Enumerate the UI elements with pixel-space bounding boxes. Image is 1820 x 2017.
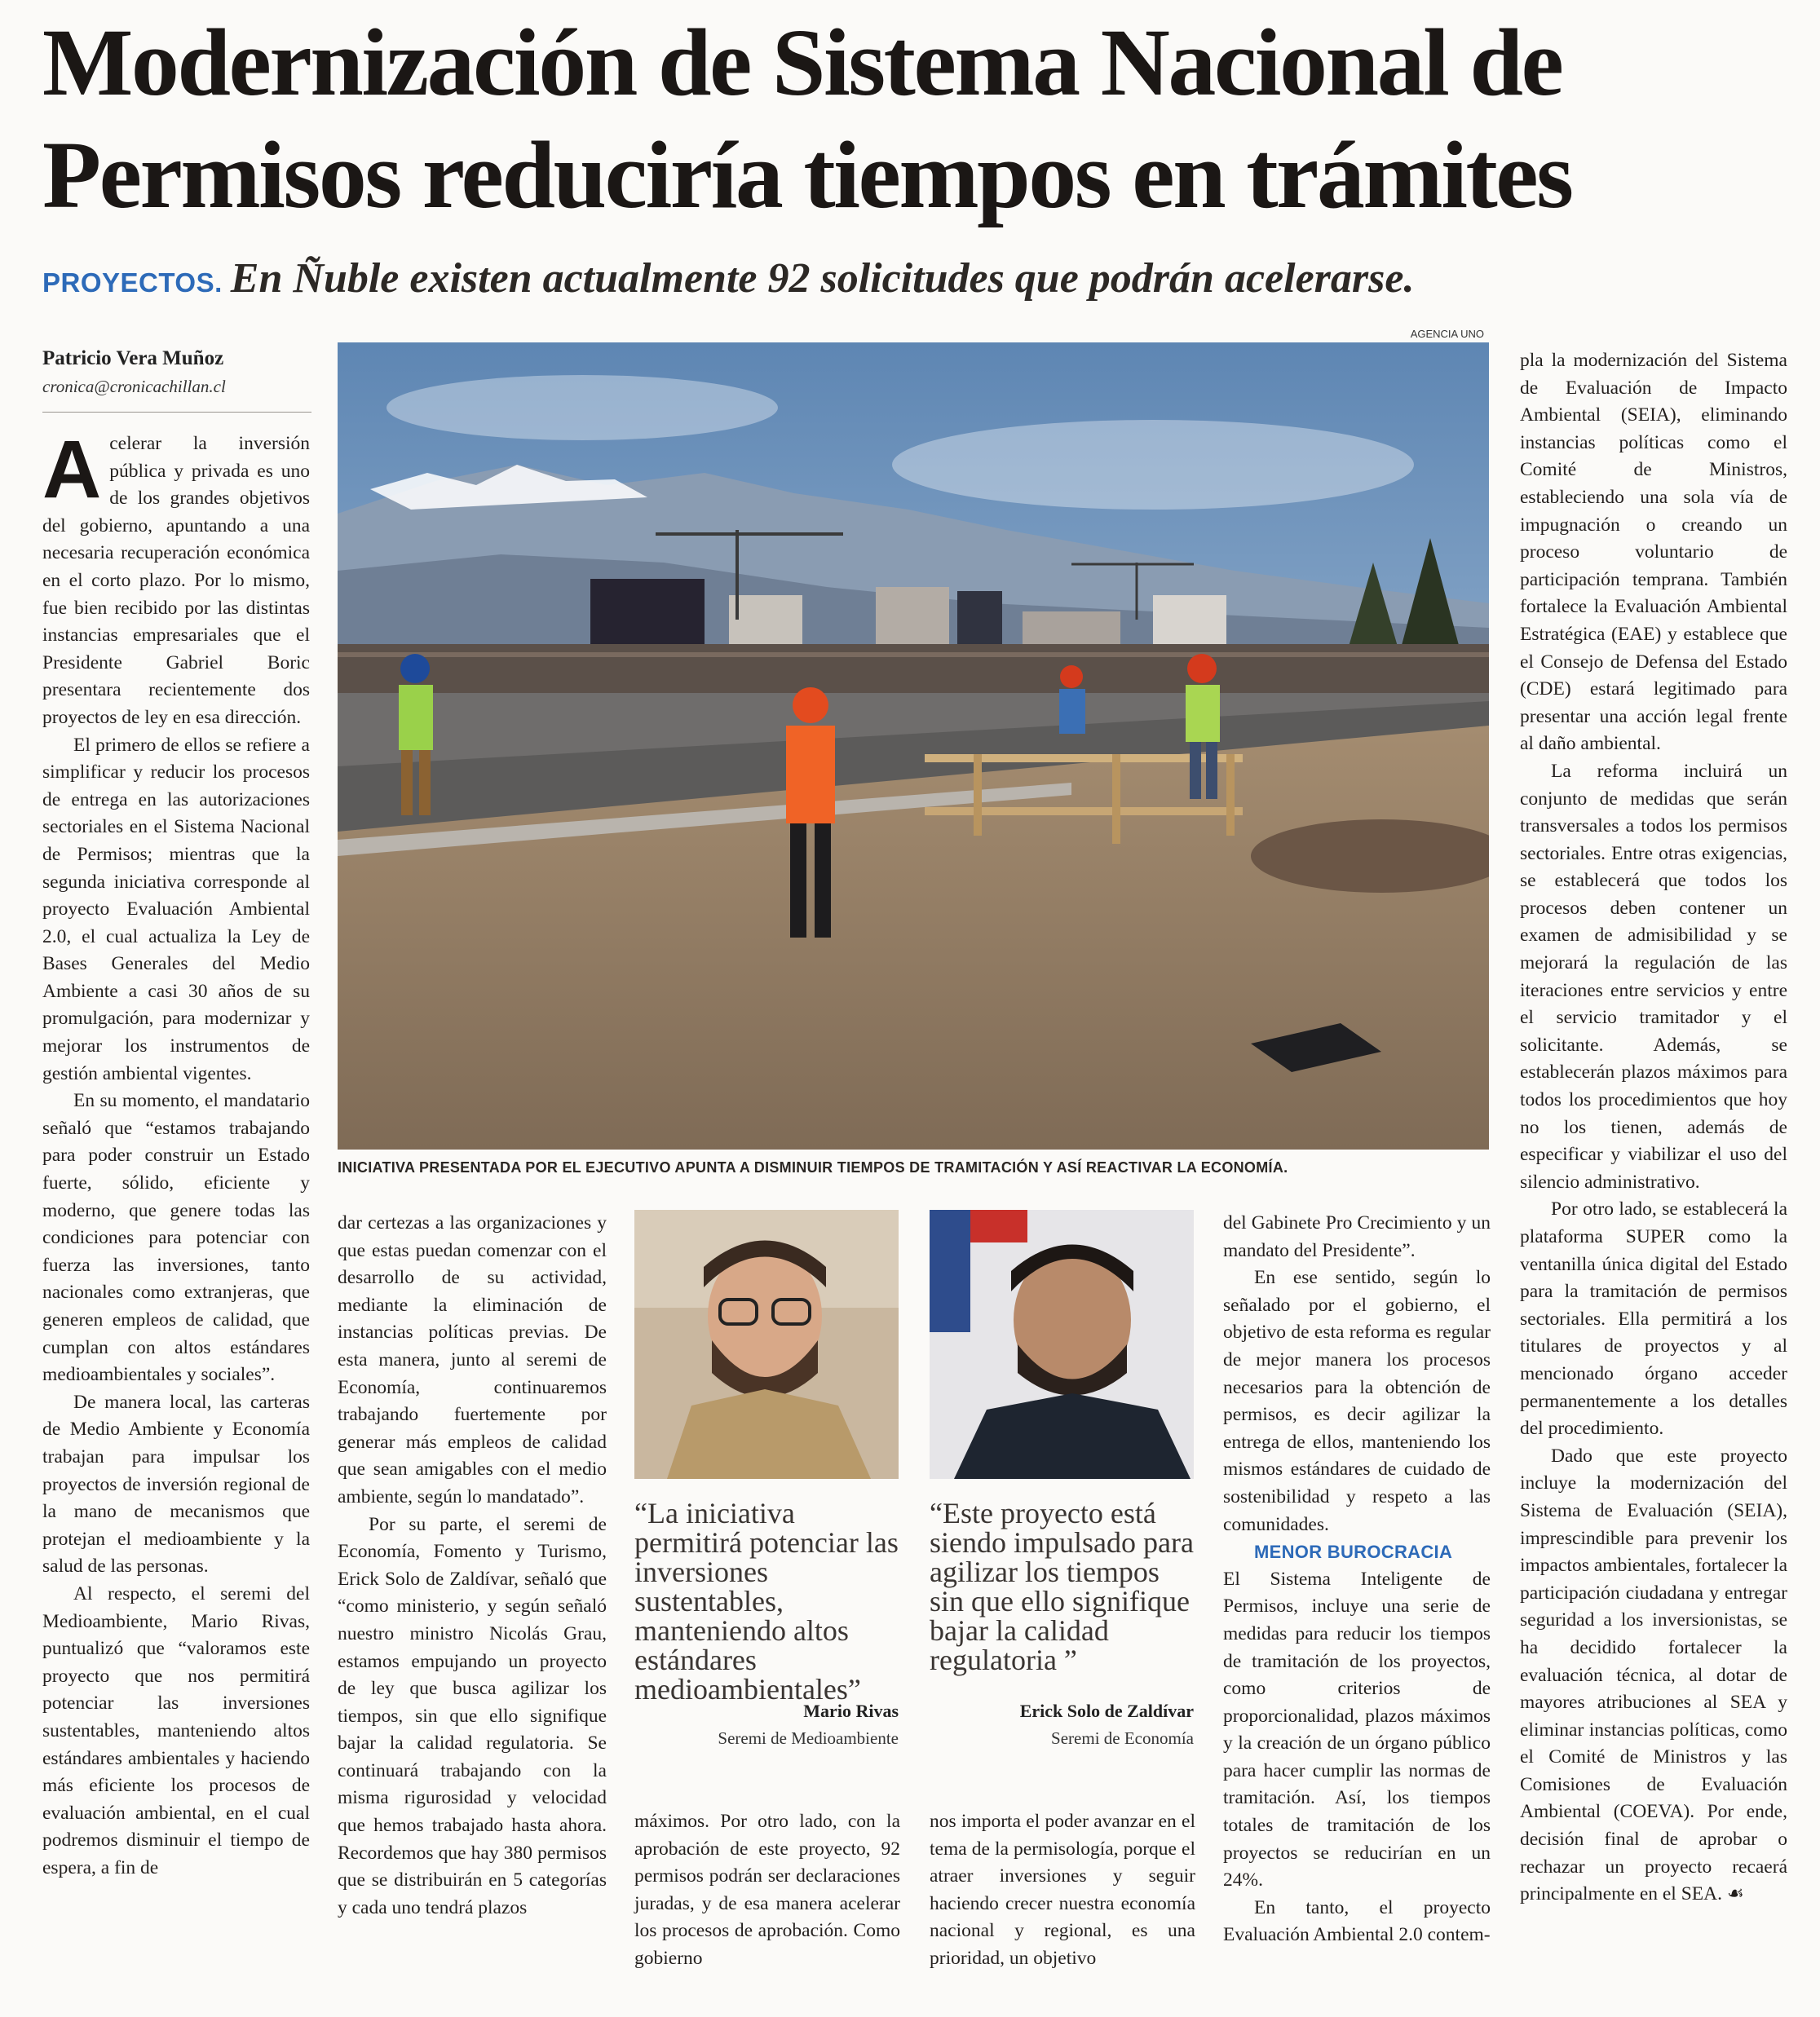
person-photo-icon (930, 1210, 1194, 1479)
article-column-3 (634, 1808, 900, 1973)
headline-line-2: Permisos reduciría tiempos en trámites (42, 121, 1572, 228)
photo-caption: INICIATIVA PRESENTADA POR EL EJECUTIVO APUNTA A DISMINUIR TIEMPOS DE TRAMITACIÓN Y ASÍ REACTIVAR LA ECONOMÍA. (338, 1159, 1288, 1176)
pull-quote-1: “La iniciativa permitirá potenciar las inversiones sustentables, manteniendo altos estándares medioambientales” (634, 1497, 899, 1706)
paragraph: El primero de ellos se refiere a simplificar y reducir los procesos de entrega en las autorizaciones sectoriales en el Sistema Nacional de Permisos; mientras que la segunda iniciativa corresponde al proyecto Evaluación Ambiental 2.0, el cual actualiza la Ley de Bases Generales del Medio Ambiente a casi 30 años de su promulgación, para modernizar y mejorar los instrumentos de gestión ambiental vigentes. (42, 734, 310, 1084)
author-email: cronica@cronicachillan.cl (42, 377, 226, 396)
deck: En Ñuble existen actualmente 92 solicitudes que podrán acelerarse. (230, 255, 1415, 302)
subheadline (42, 254, 1796, 302)
photo-credit: AGENCIA UNO (1410, 328, 1484, 340)
portrait-erick-solo-de-zaldivar (930, 1210, 1194, 1479)
article-column-6 (1520, 347, 1787, 1909)
main-photo (338, 342, 1489, 1150)
worker-back (1059, 665, 1085, 734)
kicker: PROYECTOS. (42, 267, 223, 298)
paragraph: nos importa el poder avanzar en el tema de la permisología, porque el atraer inversiones y seguir haciendo crecer nuestra economía nacional y regional, es una prioridad, un objetivo (930, 1811, 1195, 1969)
article-column-4 (930, 1808, 1195, 1973)
paragraph: Acelerar la inversión pública y privada es uno de los grandes objetivos del gobierno, apuntando a una necesaria recuperación económica en el corto plazo. Por lo mismo, fue bien recibido por las distintas instancias empresariales que el Presidente Gabriel Boric presentara recientemente dos proyectos de ley en esa dirección. (42, 424, 310, 728)
pull-quote-2: “Este proyecto está siendo impulsado para agilizar los tiempos sin que ello signifique bajar la calidad regulatoria ” (930, 1497, 1194, 1676)
paragraph: En tanto, el proyecto Evaluación Ambiental 2.0 contem- (1223, 1896, 1491, 1946)
portrait-mario-rivas (634, 1210, 899, 1479)
paragraph: Al respecto, el seremi del Medioambiente, Mario Rivas, puntualizó que “valoramos este proyecto que nos permitirá potenciar las inversiones sustentables, manteniendo altos estándares ambientales y haciendo más eficiente los procesos de evaluación ambiental, en el cual podremos disminuir el tiempo de espera, a fin de (42, 1582, 310, 1878)
article-column-2 (338, 1210, 607, 1922)
author-name: Patricio Vera Muñoz (42, 347, 224, 369)
paragraph: En su momento, el mandatario señaló que “estamos trabajando para poder construir un Estado fuerte, sólido, eficiente y moderno, que genere todas las condiciones para potenciar con fuerza las inversiones, tanto nacionales como extranjeras, que generen empleos de calidad, que cumplan con altos estándares medioambientales y sociales”. (42, 1090, 310, 1386)
person-photo-icon (634, 1210, 899, 1479)
quote-author-1: Mario Rivas (803, 1701, 899, 1721)
paragraph: pla la modernización del Sistema de Evaluación de Impacto Ambiental (SEIA), eliminando instancias políticas como el Comité de Ministros, estableciendo una sola vía de impugnación o creando un proceso voluntario de participación temprana. También fortalece la Evaluación Ambiental Estratégica (EAE) y establece que el Consejo de Defensa del Estado (CDE) estará legitimado para presentar una acción legal frente al daño ambiental. (1520, 350, 1787, 755)
article-column-1 (42, 424, 310, 1882)
paragraph: De manera local, las carteras de Medio Ambiente y Economía trabajan para impulsar los proyectos de inversión regional de la mano de mecanismos que protejan el medioambiente y la salud de las personas. (42, 1391, 310, 1578)
paragraph: El Sistema Inteligente de Permisos, incluye una serie de medidas para reducir los tiempos de tramitación de los proyectos, como criterios de proporcionalidad, plazos máximos y la creación de un órgano público para hacer cumplir las normas de tramitación. Así, los tiempos totales de tramitación de los proyectos se reducirían en un 24%. (1223, 1568, 1491, 1891)
paragraph: Por su parte, el seremi de Economía, Fomento y Turismo, Erick Solo de Zaldívar, señaló que “como ministerio, y según señaló nuestro ministro Nicolás Grau, estamos empujando un proyecto de ley que busca agilizar los tiempos, sin que ello signifique bajar la calidad regulatoria. Se continuará trabajando con la misma rigurosidad y velocidad que hemos trabajado hasta ahora. Recordemos que hay 380 permisos que se distribuirán en 5 categorías y cada uno tendrá plazos (338, 1513, 607, 1918)
paragraph: máximos. Por otro lado, con la aprobación de este proyecto, 92 permisos podrán ser declaraciones juradas, y de esa manera acelerar los procesos de aprobación. Como gobierno (634, 1811, 900, 1969)
paragraph: dar certezas a las organizaciones y que estas puedan comenzar con el desarrollo de su actividad, mediante la eliminación de instancias políticas previas. De esta manera, junto al seremi de Economía, continuaremos trabajando fuertemente por generar más empleos de calidad que sean amigables con el medio ambiente, según lo mandatado”. (338, 1212, 607, 1507)
construction-photo-illustration (338, 342, 1489, 1150)
section-subhead: MENOR BUROCRACIA (1254, 1542, 1453, 1563)
quote-role-2: Seremi de Economía (1051, 1728, 1194, 1748)
drop-cap: A (42, 424, 102, 515)
quote-role-1: Seremi de Medioambiente (718, 1728, 899, 1748)
headline (42, 7, 1796, 232)
article-column-5 (1223, 1210, 1491, 1949)
paragraph: del Gabinete Pro Crecimiento y un mandato del Presidente”. (1223, 1212, 1491, 1261)
paragraph: Por otro lado, se establecerá la plataforma SUPER como la ventanilla única digital del Estado para la tramitación de permisos sectoriales. Ella permitirá a los titulares de proyectos y al mencionado órgano acceder permanentemente a los detalles del procedimiento. (1520, 1198, 1787, 1440)
paragraph: En ese sentido, según lo señalado por el gobierno, el objetivo de esta reforma es regular de mejor manera los procesos necesarios para la obtención de permisos, es decir agilizar la entrega de ellos, manteniendo los mismos estándares de cuidado de sostenibilidad y respeto a las comunidades. (1223, 1267, 1491, 1535)
headline-line-1: Modernización de Sistema Nacional de (42, 9, 1562, 116)
byline-divider (42, 412, 311, 413)
paragraph: Dado que este proyecto incluye la modernización del Sistema de Evaluación (SEIA), imprescindible para prevenir los impactos ambientales, fortalecer la participación ciudadana y entregar seguridad a los inversionistas, se ha decidido fortalecer la evaluación técnica, al dotar de mayores atribuciones al SEA y eliminar instancias políticas, como el Comité de Ministros y las Comisiones de Evaluación Ambiental (COEVA). Por ende, decisión final de aprobar o rechazar un proyecto recaerá principalmente en el SEA. ☙ (1520, 1445, 1787, 1905)
quote-author-2: Erick Solo de Zaldívar (1019, 1701, 1194, 1721)
paragraph: La reforma incluirá un conjunto de medidas que serán transversales a todos los permisos sectoriales. Entre otras exigencias, se establecerá que todos los procesos deben contener un examen de admisibilidad y se mejorará la regulación de las iteraciones entre servicios y entre el servicio tramitador y el solicitante. Además, se establecerán plazos máximos para todos los procedimientos que hoy no los tienen, además de especificar y viabilizar el uso del silencio administrativo. (1520, 760, 1787, 1193)
byline (42, 347, 311, 397)
